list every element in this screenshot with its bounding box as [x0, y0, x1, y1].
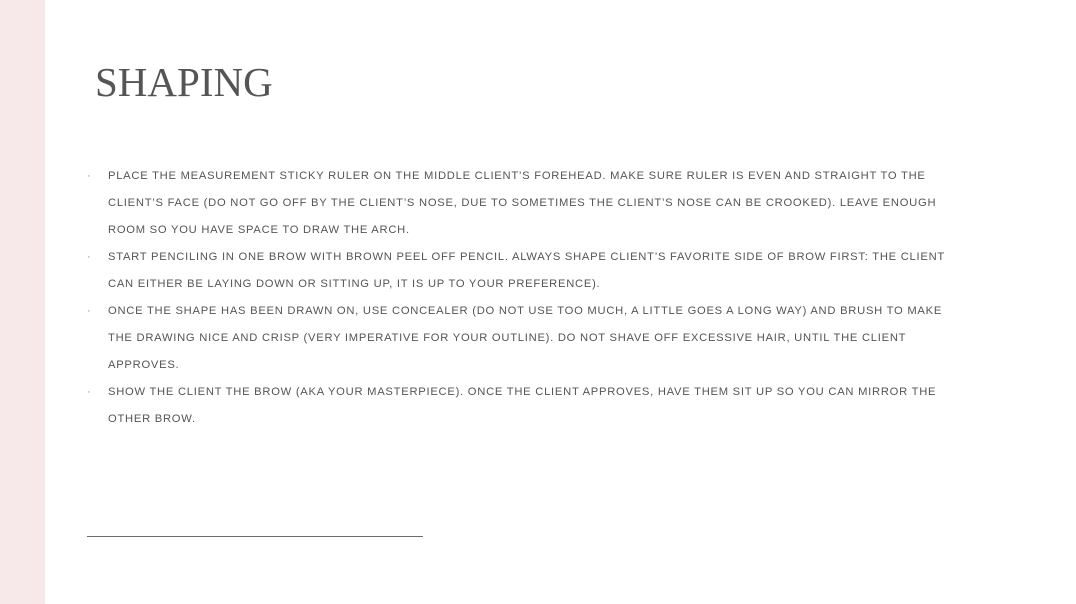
- side-accent-stripe: [0, 0, 45, 604]
- bullet-list: [87, 163, 947, 433]
- list-item: [87, 163, 947, 244]
- bullet-text: START PENCILING IN ONE BROW WITH BROWN PEEL OFF PENCIL. ALWAYS SHAPE CLIENT’S FAVORITE SIDE OF BROW FIRST: THE CLIENT CAN EITHER BE LAYING DOWN OR SITTING UP, IT IS UP TO YOUR PREFERENCE).: [108, 251, 945, 290]
- bullet-text: ONCE THE SHAPE HAS BEEN DRAWN ON, USE CONCEALER (DO NOT USE TOO MUCH, A LITTLE GOES A LONG WAY) AND BRUSH TO MAKE THE DRAWING NICE AND CRISP (VERY IMPERATIVE FOR YOUR OUTLINE). DO NOT SHAVE OFF EXCESSIVE HAIR, UNTIL THE CLIENT APPROVES.: [108, 305, 943, 371]
- bullet-icon: ·: [87, 305, 92, 317]
- footer-divider: [87, 536, 423, 537]
- bullet-icon: ·: [87, 386, 92, 398]
- slide-title: SHAPING: [95, 59, 273, 105]
- bullet-text: SHOW THE CLIENT THE BROW (AKA YOUR MASTERPIECE). ONCE THE CLIENT APPROVES, HAVE THEM SIT UP SO YOU CAN MIRROR THE OTHER BROW.: [108, 386, 937, 425]
- bullet-icon: ·: [87, 170, 92, 182]
- list-item: [87, 379, 947, 433]
- list-item: [87, 298, 947, 379]
- bullet-icon: ·: [87, 251, 92, 263]
- bullet-text: PLACE THE MEASUREMENT STICKY RULER ON THE MIDDLE CLIENT’S FOREHEAD. MAKE SURE RULER IS EVEN AND STRAIGHT TO THE CLIENT’S FACE (DO NOT GO OFF BY THE CLIENT’S NOSE, DUE TO SOMETIMES THE CLIENT’S NOSE CAN BE CROOKED). LEAVE ENOUGH ROOM SO YOU HAVE SPACE TO DRAW THE ARCH.: [108, 170, 937, 236]
- list-item: [87, 244, 947, 298]
